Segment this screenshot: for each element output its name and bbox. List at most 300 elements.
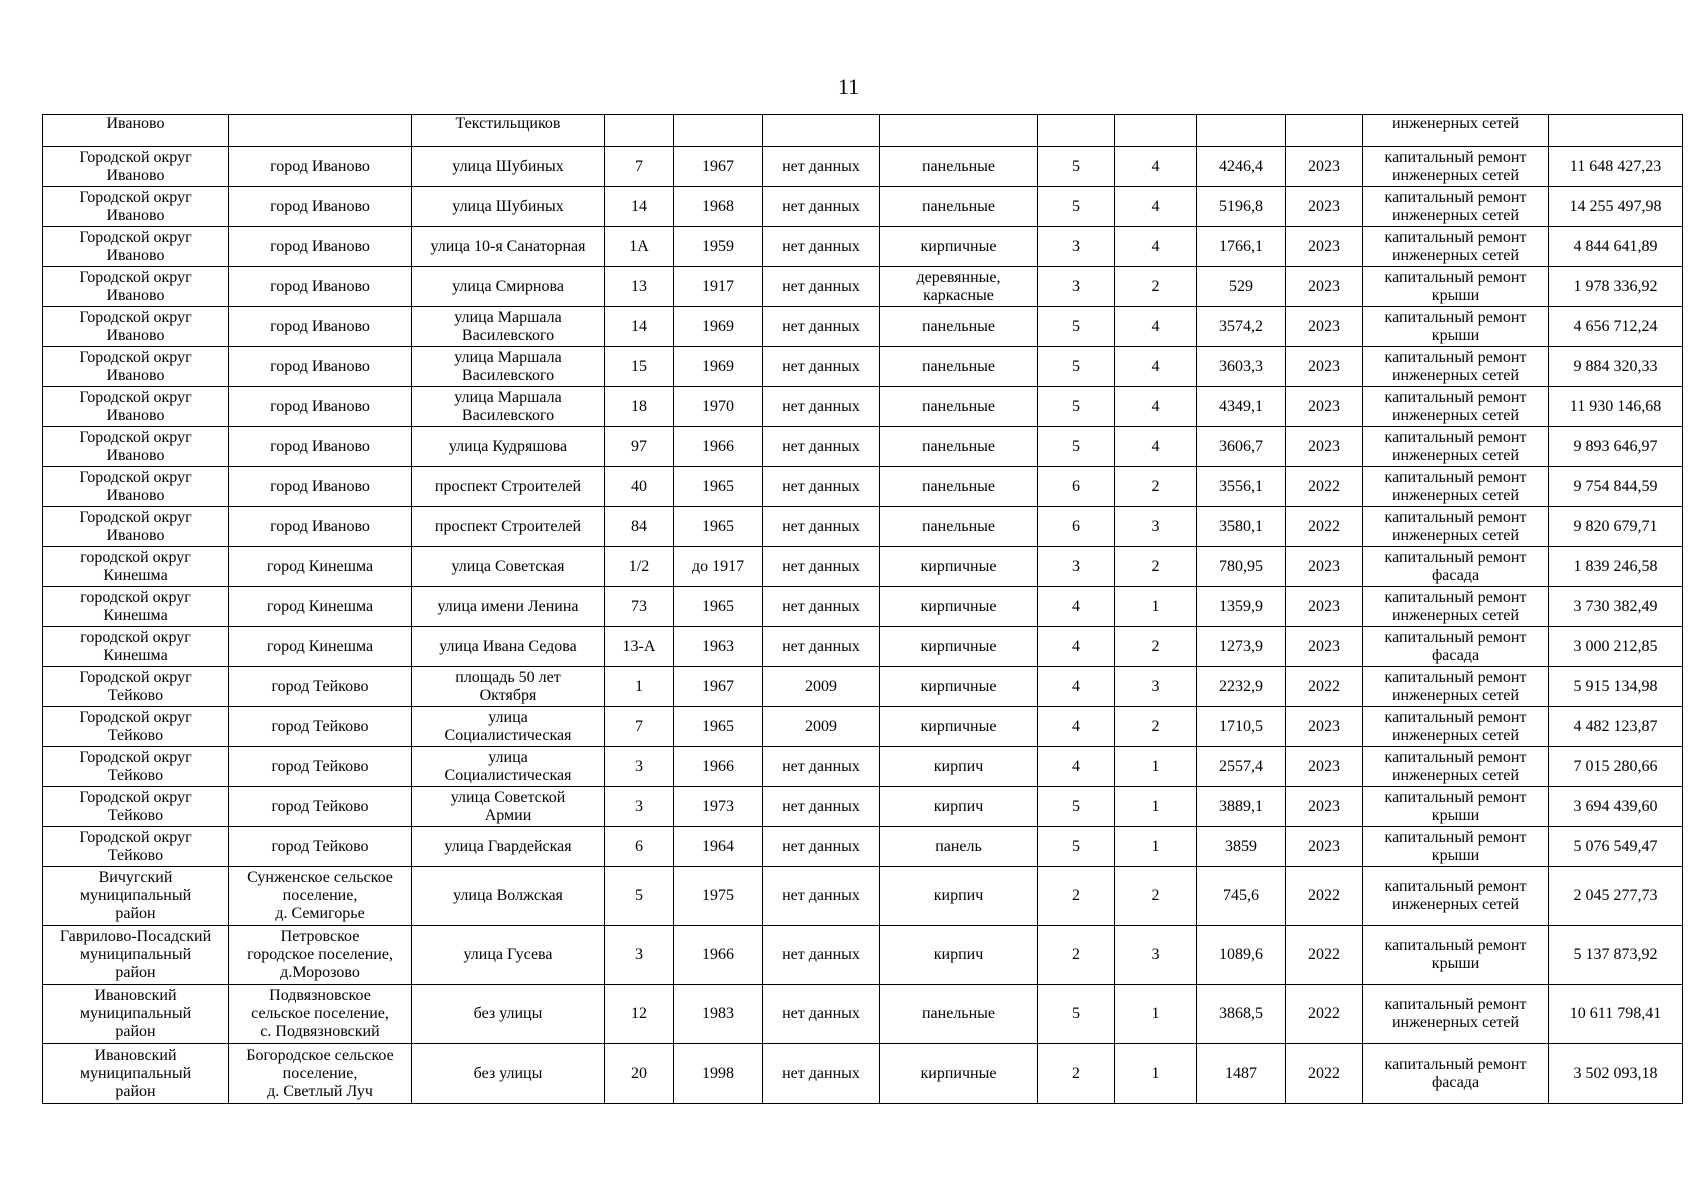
cell-area: 780,95 bbox=[1197, 547, 1286, 587]
cell-work-type: капитальный ремонт фасада bbox=[1363, 1044, 1549, 1104]
cell-wall-material: кирпичные bbox=[880, 547, 1038, 587]
table-row bbox=[43, 707, 1683, 747]
cell-year-built: 1967 bbox=[674, 667, 763, 707]
cell-street: улица Советской Армии bbox=[412, 787, 605, 827]
cell-year-built: 1964 bbox=[674, 827, 763, 867]
cell-year-built: 1965 bbox=[674, 467, 763, 507]
cell-street: площадь 50 лет Октября bbox=[412, 667, 605, 707]
cell-year-built: 1998 bbox=[674, 1044, 763, 1104]
table-row bbox=[43, 467, 1683, 507]
cell-house: 1 bbox=[605, 667, 674, 707]
cell-settlement: Подвязновское сельское поселение, с. Подвязновский bbox=[229, 985, 412, 1044]
cell-house: 13 bbox=[605, 267, 674, 307]
cell-wall-material: панельные bbox=[880, 507, 1038, 547]
cell-wall-material: кирпичные bbox=[880, 587, 1038, 627]
cell-floors: 4 bbox=[1038, 627, 1115, 667]
cell-house: 15 bbox=[605, 347, 674, 387]
cell-cost bbox=[1549, 115, 1683, 147]
cell-floors: 5 bbox=[1038, 187, 1115, 227]
cell-year-built bbox=[674, 115, 763, 147]
cell-municipality: Городской округ Иваново bbox=[43, 187, 229, 227]
cell-year-plan: 2023 bbox=[1286, 187, 1363, 227]
cell-year-commission bbox=[763, 115, 880, 147]
cell-house: 1А bbox=[605, 227, 674, 267]
cell-year-plan: 2023 bbox=[1286, 227, 1363, 267]
table-body bbox=[43, 115, 1683, 1104]
cell-entrances: 4 bbox=[1115, 427, 1197, 467]
cell-wall-material: кирпич bbox=[880, 926, 1038, 985]
cell-municipality: Городской округ Иваново bbox=[43, 467, 229, 507]
cell-work-type: капитальный ремонт крыши bbox=[1363, 267, 1549, 307]
cell-settlement: Сунженское сельское поселение, д. Семигорье bbox=[229, 867, 412, 926]
cell-house: 13-А bbox=[605, 627, 674, 667]
cell-work-type: капитальный ремонт инженерных сетей bbox=[1363, 667, 1549, 707]
page-number: 11 bbox=[837, 74, 860, 99]
cell-floors: 4 bbox=[1038, 587, 1115, 627]
cell-year-built: 1966 bbox=[674, 747, 763, 787]
table-row bbox=[43, 985, 1683, 1044]
cell-cost: 3 730 382,49 bbox=[1549, 587, 1683, 627]
cell-year-plan: 2023 bbox=[1286, 307, 1363, 347]
cell-house bbox=[605, 115, 674, 147]
table-row bbox=[43, 547, 1683, 587]
table-row bbox=[43, 747, 1683, 787]
cell-street: улица Маршала Василевского bbox=[412, 347, 605, 387]
cell-year-commission: нет данных bbox=[763, 267, 880, 307]
cell-year-plan: 2023 bbox=[1286, 427, 1363, 467]
cell-street: улица Социалистическая bbox=[412, 747, 605, 787]
cell-year-plan: 2023 bbox=[1286, 267, 1363, 307]
cell-year-built: 1959 bbox=[674, 227, 763, 267]
cell-year-plan: 2023 bbox=[1286, 387, 1363, 427]
cell-year-commission: нет данных bbox=[763, 147, 880, 187]
cell-year-built: 1975 bbox=[674, 867, 763, 926]
cell-area: 1487 bbox=[1197, 1044, 1286, 1104]
cell-municipality: городской округ Кинешма bbox=[43, 547, 229, 587]
cell-entrances: 3 bbox=[1115, 507, 1197, 547]
cell-floors: 6 bbox=[1038, 507, 1115, 547]
cell-settlement: город Тейково bbox=[229, 667, 412, 707]
cell-municipality: Вичугский муниципальный район bbox=[43, 867, 229, 926]
cell-municipality: Городской округ Иваново bbox=[43, 387, 229, 427]
cell-year-built: 1983 bbox=[674, 985, 763, 1044]
cell-cost: 7 015 280,66 bbox=[1549, 747, 1683, 787]
cell-year-commission: нет данных bbox=[763, 387, 880, 427]
cell-entrances: 4 bbox=[1115, 227, 1197, 267]
cell-year-plan: 2022 bbox=[1286, 985, 1363, 1044]
cell-floors bbox=[1038, 115, 1115, 147]
cell-work-type: капитальный ремонт инженерных сетей bbox=[1363, 507, 1549, 547]
cell-wall-material: панельные bbox=[880, 427, 1038, 467]
cell-wall-material: кирпич bbox=[880, 787, 1038, 827]
cell-cost: 5 137 873,92 bbox=[1549, 926, 1683, 985]
cell-entrances: 1 bbox=[1115, 587, 1197, 627]
cell-floors: 4 bbox=[1038, 667, 1115, 707]
cell-settlement: город Кинешма bbox=[229, 547, 412, 587]
cell-wall-material: кирпичные bbox=[880, 1044, 1038, 1104]
cell-area: 3574,2 bbox=[1197, 307, 1286, 347]
cell-floors: 5 bbox=[1038, 787, 1115, 827]
cell-settlement: город Тейково bbox=[229, 707, 412, 747]
cell-street: улица Гусева bbox=[412, 926, 605, 985]
cell-year-plan bbox=[1286, 115, 1363, 147]
cell-year-built: до 1917 bbox=[674, 547, 763, 587]
cell-street: Текстильщиков bbox=[412, 115, 605, 147]
cell-entrances: 3 bbox=[1115, 667, 1197, 707]
cell-street: проспект Строителей bbox=[412, 467, 605, 507]
cell-area: 2557,4 bbox=[1197, 747, 1286, 787]
cell-year-commission: нет данных bbox=[763, 507, 880, 547]
cell-house: 18 bbox=[605, 387, 674, 427]
cell-house: 3 bbox=[605, 747, 674, 787]
cell-cost: 11 648 427,23 bbox=[1549, 147, 1683, 187]
cell-municipality: Городской округ Иваново bbox=[43, 267, 229, 307]
cell-floors: 2 bbox=[1038, 1044, 1115, 1104]
table-row bbox=[43, 667, 1683, 707]
cell-work-type: инженерных сетей bbox=[1363, 115, 1549, 147]
cell-entrances bbox=[1115, 115, 1197, 147]
table-row bbox=[43, 1044, 1683, 1104]
cell-floors: 6 bbox=[1038, 467, 1115, 507]
cell-street: без улицы bbox=[412, 1044, 605, 1104]
cell-municipality: Городской округ Иваново bbox=[43, 347, 229, 387]
table-row bbox=[43, 267, 1683, 307]
cell-cost: 5 915 134,98 bbox=[1549, 667, 1683, 707]
cell-street: улица Шубиных bbox=[412, 147, 605, 187]
cell-house: 20 bbox=[605, 1044, 674, 1104]
cell-wall-material: панельные bbox=[880, 307, 1038, 347]
cell-cost: 4 656 712,24 bbox=[1549, 307, 1683, 347]
cell-street: улица имени Ленина bbox=[412, 587, 605, 627]
cell-wall-material: панельные bbox=[880, 467, 1038, 507]
cell-house: 7 bbox=[605, 147, 674, 187]
cell-municipality: Городской округ Тейково bbox=[43, 667, 229, 707]
cell-year-commission: нет данных bbox=[763, 547, 880, 587]
cell-year-commission: нет данных bbox=[763, 747, 880, 787]
cell-floors: 5 bbox=[1038, 347, 1115, 387]
cell-cost: 3 502 093,18 bbox=[1549, 1044, 1683, 1104]
cell-floors: 2 bbox=[1038, 867, 1115, 926]
cell-year-plan: 2022 bbox=[1286, 867, 1363, 926]
cell-work-type: капитальный ремонт инженерных сетей bbox=[1363, 427, 1549, 467]
cell-wall-material: кирпичные bbox=[880, 627, 1038, 667]
cell-street: улица Шубиных bbox=[412, 187, 605, 227]
cell-year-commission: нет данных bbox=[763, 1044, 880, 1104]
cell-cost: 9 820 679,71 bbox=[1549, 507, 1683, 547]
cell-settlement: город Иваново bbox=[229, 227, 412, 267]
cell-year-built: 1966 bbox=[674, 427, 763, 467]
cell-area: 745,6 bbox=[1197, 867, 1286, 926]
table-row bbox=[43, 227, 1683, 267]
cell-year-commission: нет данных bbox=[763, 347, 880, 387]
cell-entrances: 1 bbox=[1115, 787, 1197, 827]
cell-wall-material bbox=[880, 115, 1038, 147]
cell-municipality: Городской округ Иваново bbox=[43, 227, 229, 267]
cell-year-plan: 2023 bbox=[1286, 787, 1363, 827]
cell-area: 1766,1 bbox=[1197, 227, 1286, 267]
cell-cost: 9 754 844,59 bbox=[1549, 467, 1683, 507]
cell-entrances: 1 bbox=[1115, 747, 1197, 787]
cell-area: 5196,8 bbox=[1197, 187, 1286, 227]
cell-entrances: 2 bbox=[1115, 467, 1197, 507]
cell-cost: 3 000 212,85 bbox=[1549, 627, 1683, 667]
cell-work-type: капитальный ремонт инженерных сетей bbox=[1363, 387, 1549, 427]
cell-street: улица Волжская bbox=[412, 867, 605, 926]
cell-year-commission: нет данных bbox=[763, 187, 880, 227]
cell-settlement: город Тейково bbox=[229, 827, 412, 867]
cell-area: 3868,5 bbox=[1197, 985, 1286, 1044]
cell-wall-material: кирпичные bbox=[880, 707, 1038, 747]
cell-area: 1359,9 bbox=[1197, 587, 1286, 627]
cell-municipality: Городской округ Тейково bbox=[43, 707, 229, 747]
cell-settlement bbox=[229, 115, 412, 147]
cell-settlement: город Иваново bbox=[229, 467, 412, 507]
cell-settlement: Богородское сельское поселение, д. Светлый Луч bbox=[229, 1044, 412, 1104]
table-row bbox=[43, 627, 1683, 667]
cell-wall-material: панель bbox=[880, 827, 1038, 867]
cell-year-plan: 2023 bbox=[1286, 827, 1363, 867]
cell-entrances: 3 bbox=[1115, 926, 1197, 985]
cell-year-commission: 2009 bbox=[763, 707, 880, 747]
cell-work-type: капитальный ремонт фасада bbox=[1363, 627, 1549, 667]
cell-cost: 3 694 439,60 bbox=[1549, 787, 1683, 827]
cell-settlement: город Кинешма bbox=[229, 627, 412, 667]
cell-street: улица Маршала Василевского bbox=[412, 387, 605, 427]
table-row bbox=[43, 867, 1683, 926]
table-row bbox=[43, 115, 1683, 147]
table-row bbox=[43, 147, 1683, 187]
cell-floors: 2 bbox=[1038, 926, 1115, 985]
table-row bbox=[43, 926, 1683, 985]
cell-entrances: 2 bbox=[1115, 627, 1197, 667]
cell-wall-material: деревянные, каркасные bbox=[880, 267, 1038, 307]
cell-year-plan: 2023 bbox=[1286, 707, 1363, 747]
cell-area: 3580,1 bbox=[1197, 507, 1286, 547]
cell-year-plan: 2023 bbox=[1286, 347, 1363, 387]
cell-municipality: Ивановский муниципальный район bbox=[43, 985, 229, 1044]
cell-cost: 4 844 641,89 bbox=[1549, 227, 1683, 267]
cell-year-built: 1965 bbox=[674, 507, 763, 547]
table-row bbox=[43, 787, 1683, 827]
cell-work-type: капитальный ремонт крыши bbox=[1363, 307, 1549, 347]
cell-year-commission: нет данных bbox=[763, 307, 880, 347]
cell-cost: 9 884 320,33 bbox=[1549, 347, 1683, 387]
cell-floors: 3 bbox=[1038, 267, 1115, 307]
cell-street: улица Кудряшова bbox=[412, 427, 605, 467]
cell-year-commission: нет данных bbox=[763, 627, 880, 667]
cell-cost: 11 930 146,68 bbox=[1549, 387, 1683, 427]
table-row bbox=[43, 387, 1683, 427]
cell-floors: 4 bbox=[1038, 747, 1115, 787]
table-row bbox=[43, 827, 1683, 867]
cell-year-plan: 2022 bbox=[1286, 1044, 1363, 1104]
cell-year-built: 1963 bbox=[674, 627, 763, 667]
cell-house: 97 bbox=[605, 427, 674, 467]
cell-municipality: Ивановский муниципальный район bbox=[43, 1044, 229, 1104]
cell-street: улица Социалистическая bbox=[412, 707, 605, 747]
cell-settlement: город Тейково bbox=[229, 747, 412, 787]
cell-municipality: Городской округ Иваново bbox=[43, 147, 229, 187]
table-row bbox=[43, 427, 1683, 467]
cell-year-commission: нет данных bbox=[763, 787, 880, 827]
cell-house: 1/2 bbox=[605, 547, 674, 587]
cell-entrances: 2 bbox=[1115, 867, 1197, 926]
cell-area: 1273,9 bbox=[1197, 627, 1286, 667]
cell-year-commission: нет данных bbox=[763, 827, 880, 867]
cell-house: 6 bbox=[605, 827, 674, 867]
buildings-table bbox=[42, 114, 1683, 1104]
cell-area: 4349,1 bbox=[1197, 387, 1286, 427]
cell-work-type: капитальный ремонт инженерных сетей bbox=[1363, 707, 1549, 747]
cell-street: улица Советская bbox=[412, 547, 605, 587]
cell-year-plan: 2023 bbox=[1286, 147, 1363, 187]
cell-cost: 4 482 123,87 bbox=[1549, 707, 1683, 747]
cell-settlement: Петровское городское поселение, д.Морозово bbox=[229, 926, 412, 985]
cell-year-plan: 2022 bbox=[1286, 926, 1363, 985]
cell-street: улица Гвардейская bbox=[412, 827, 605, 867]
cell-settlement: город Кинешма bbox=[229, 587, 412, 627]
cell-house: 3 bbox=[605, 787, 674, 827]
cell-entrances: 2 bbox=[1115, 267, 1197, 307]
cell-work-type: капитальный ремонт инженерных сетей bbox=[1363, 467, 1549, 507]
cell-entrances: 4 bbox=[1115, 347, 1197, 387]
cell-street: без улицы bbox=[412, 985, 605, 1044]
cell-street: улица Ивана Седова bbox=[412, 627, 605, 667]
cell-house: 5 bbox=[605, 867, 674, 926]
cell-year-commission: нет данных bbox=[763, 926, 880, 985]
cell-area: 3606,7 bbox=[1197, 427, 1286, 467]
cell-year-commission: нет данных bbox=[763, 867, 880, 926]
cell-wall-material: кирпич bbox=[880, 747, 1038, 787]
cell-floors: 4 bbox=[1038, 707, 1115, 747]
cell-floors: 5 bbox=[1038, 985, 1115, 1044]
cell-settlement: город Тейково bbox=[229, 787, 412, 827]
cell-entrances: 1 bbox=[1115, 1044, 1197, 1104]
cell-wall-material: панельные bbox=[880, 347, 1038, 387]
cell-year-commission: 2009 bbox=[763, 667, 880, 707]
cell-work-type: капитальный ремонт инженерных сетей bbox=[1363, 747, 1549, 787]
cell-municipality: Городской округ Иваново bbox=[43, 427, 229, 467]
cell-work-type: капитальный ремонт крыши bbox=[1363, 827, 1549, 867]
cell-wall-material: панельные bbox=[880, 187, 1038, 227]
cell-cost: 10 611 798,41 bbox=[1549, 985, 1683, 1044]
cell-year-built: 1969 bbox=[674, 347, 763, 387]
cell-area: 529 bbox=[1197, 267, 1286, 307]
cell-wall-material: кирпичные bbox=[880, 667, 1038, 707]
cell-work-type: капитальный ремонт крыши bbox=[1363, 926, 1549, 985]
cell-work-type: капитальный ремонт инженерных сетей bbox=[1363, 187, 1549, 227]
cell-year-plan: 2023 bbox=[1286, 547, 1363, 587]
cell-year-plan: 2023 bbox=[1286, 587, 1363, 627]
cell-house: 14 bbox=[605, 187, 674, 227]
cell-municipality: Городской округ Тейково bbox=[43, 747, 229, 787]
cell-street: проспект Строителей bbox=[412, 507, 605, 547]
cell-year-built: 1966 bbox=[674, 926, 763, 985]
cell-house: 12 bbox=[605, 985, 674, 1044]
cell-year-plan: 2023 bbox=[1286, 747, 1363, 787]
cell-settlement: город Иваново bbox=[229, 267, 412, 307]
cell-wall-material: панельные bbox=[880, 387, 1038, 427]
cell-floors: 3 bbox=[1038, 547, 1115, 587]
cell-area: 1710,5 bbox=[1197, 707, 1286, 747]
cell-work-type: капитальный ремонт инженерных сетей bbox=[1363, 227, 1549, 267]
cell-work-type: капитальный ремонт инженерных сетей bbox=[1363, 147, 1549, 187]
cell-cost: 1 839 246,58 bbox=[1549, 547, 1683, 587]
cell-area: 3889,1 bbox=[1197, 787, 1286, 827]
cell-area: 1089,6 bbox=[1197, 926, 1286, 985]
cell-entrances: 2 bbox=[1115, 547, 1197, 587]
cell-house: 7 bbox=[605, 707, 674, 747]
cell-area: 4246,4 bbox=[1197, 147, 1286, 187]
cell-house: 73 bbox=[605, 587, 674, 627]
cell-wall-material: кирпичные bbox=[880, 227, 1038, 267]
cell-year-built: 1917 bbox=[674, 267, 763, 307]
cell-house: 14 bbox=[605, 307, 674, 347]
cell-year-built: 1968 bbox=[674, 187, 763, 227]
cell-municipality: городской округ Кинешма bbox=[43, 627, 229, 667]
cell-settlement: город Иваново bbox=[229, 387, 412, 427]
cell-wall-material: панельные bbox=[880, 147, 1038, 187]
cell-entrances: 4 bbox=[1115, 307, 1197, 347]
cell-street: улица Смирнова bbox=[412, 267, 605, 307]
cell-settlement: город Иваново bbox=[229, 347, 412, 387]
cell-year-built: 1970 bbox=[674, 387, 763, 427]
table-row bbox=[43, 587, 1683, 627]
cell-municipality: Городской округ Тейково bbox=[43, 827, 229, 867]
cell-work-type: капитальный ремонт фасада bbox=[1363, 547, 1549, 587]
cell-year-built: 1969 bbox=[674, 307, 763, 347]
cell-year-plan: 2022 bbox=[1286, 467, 1363, 507]
cell-floors: 3 bbox=[1038, 227, 1115, 267]
cell-area: 2232,9 bbox=[1197, 667, 1286, 707]
cell-settlement: город Иваново bbox=[229, 187, 412, 227]
cell-municipality: Городской округ Иваново bbox=[43, 507, 229, 547]
cell-work-type: капитальный ремонт инженерных сетей bbox=[1363, 985, 1549, 1044]
cell-municipality: Городской округ Иваново bbox=[43, 307, 229, 347]
cell-area: 3556,1 bbox=[1197, 467, 1286, 507]
cell-year-plan: 2022 bbox=[1286, 667, 1363, 707]
cell-area: 3603,3 bbox=[1197, 347, 1286, 387]
cell-entrances: 1 bbox=[1115, 985, 1197, 1044]
cell-entrances: 2 bbox=[1115, 707, 1197, 747]
cell-entrances: 4 bbox=[1115, 147, 1197, 187]
cell-year-commission: нет данных bbox=[763, 427, 880, 467]
cell-wall-material: кирпич bbox=[880, 867, 1038, 926]
cell-house: 40 bbox=[605, 467, 674, 507]
cell-year-commission: нет данных bbox=[763, 467, 880, 507]
cell-year-commission: нет данных bbox=[763, 227, 880, 267]
cell-municipality: Гаврилово-Посадский муниципальный район bbox=[43, 926, 229, 985]
cell-floors: 5 bbox=[1038, 307, 1115, 347]
cell-work-type: капитальный ремонт инженерных сетей bbox=[1363, 867, 1549, 926]
cell-settlement: город Иваново bbox=[229, 507, 412, 547]
cell-work-type: капитальный ремонт инженерных сетей bbox=[1363, 347, 1549, 387]
cell-municipality: Городской округ Тейково bbox=[43, 787, 229, 827]
cell-work-type: капитальный ремонт крыши bbox=[1363, 787, 1549, 827]
cell-cost: 9 893 646,97 bbox=[1549, 427, 1683, 467]
table-row bbox=[43, 307, 1683, 347]
cell-cost: 1 978 336,92 bbox=[1549, 267, 1683, 307]
cell-area: 3859 bbox=[1197, 827, 1286, 867]
cell-floors: 5 bbox=[1038, 827, 1115, 867]
cell-house: 84 bbox=[605, 507, 674, 547]
cell-settlement: город Иваново bbox=[229, 307, 412, 347]
cell-cost: 5 076 549,47 bbox=[1549, 827, 1683, 867]
cell-area bbox=[1197, 115, 1286, 147]
cell-year-plan: 2022 bbox=[1286, 507, 1363, 547]
cell-year-commission: нет данных bbox=[763, 985, 880, 1044]
cell-municipality: городской округ Кинешма bbox=[43, 587, 229, 627]
